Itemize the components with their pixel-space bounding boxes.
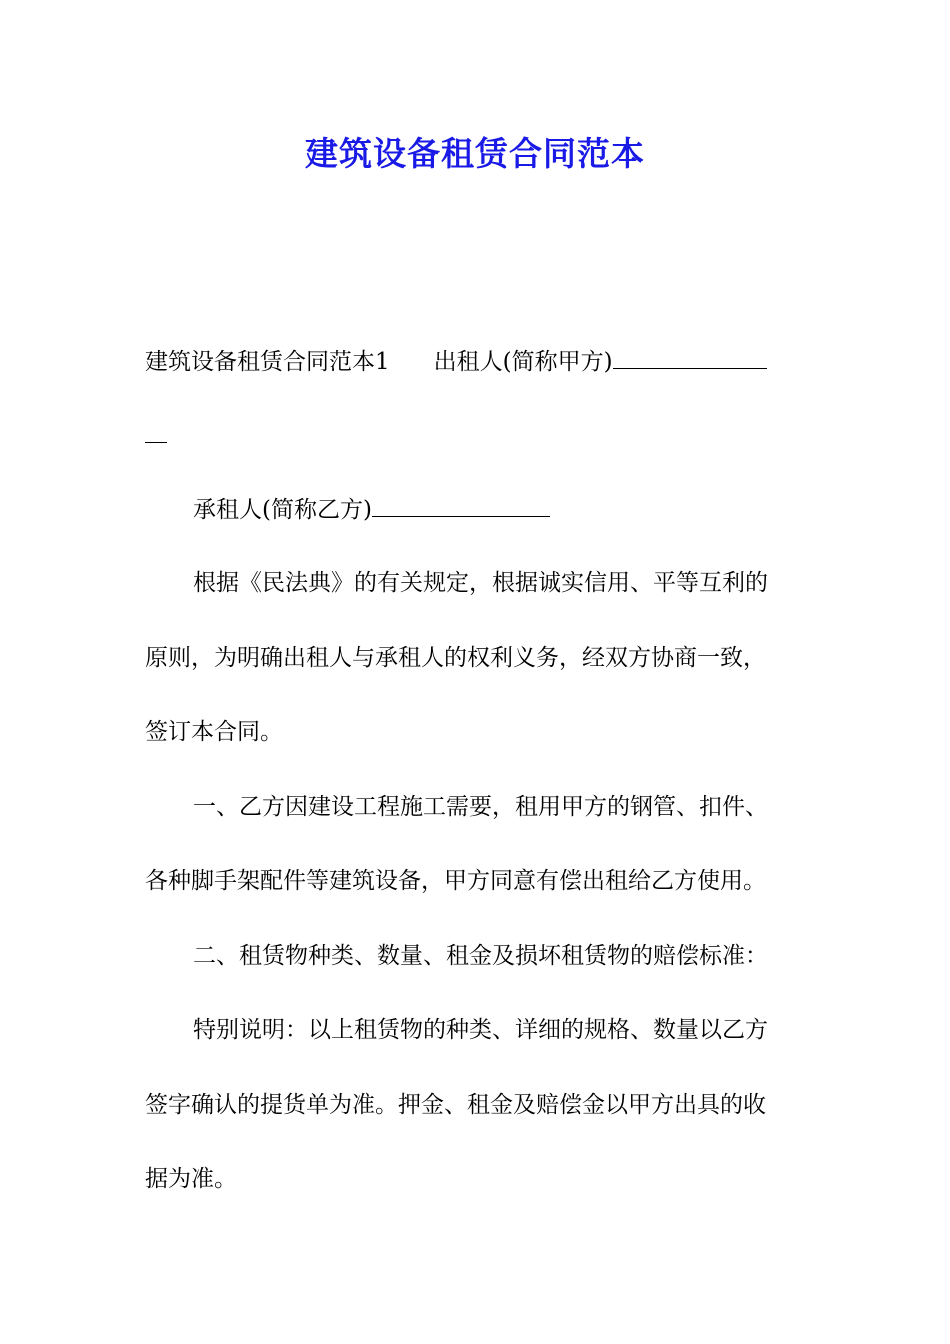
clause-1-line-2: 各种脚手架配件等建筑设备，甲方同意有偿出租给乙方使用。	[145, 868, 766, 894]
note-line-1: 特别说明：以上租赁物的种类、详细的规格、数量以乙方	[193, 1017, 768, 1043]
clause-2: 二、租赁物种类、数量、租金及损坏租赁物的赔偿标准：	[193, 943, 768, 969]
basis-paragraph-line-1: 根据《民法典》的有关规定，根据诚实信用、平等互利的	[193, 570, 768, 596]
document-title: 建筑设备租赁合同范本	[305, 134, 645, 173]
clause-1-line-1: 一、乙方因建设工程施工需要，租用甲方的钢管、扣件、	[193, 794, 768, 820]
lessor-line	[145, 346, 815, 377]
basis-paragraph-line-2: 原则，为明确出租人与承租人的权利义务，经双方协商一致，	[145, 645, 766, 671]
lessee-blank	[372, 494, 550, 517]
lessee-line	[193, 494, 863, 525]
basis-paragraph-line-3: 签订本合同。	[145, 719, 283, 745]
lessor-label: 出租人(简称甲方)	[433, 349, 613, 375]
note-line-3: 据为准。	[145, 1166, 237, 1192]
lessee-label: 承租人(简称乙方)	[193, 497, 372, 523]
note-line-2: 签字确认的提货单为准。押金、租金及赔偿金以甲方出具的收	[145, 1092, 766, 1118]
lessor-blank-continued	[145, 420, 815, 451]
sample-heading: 建筑设备租赁合同范本1	[145, 349, 390, 375]
lessor-blank-tail	[145, 420, 167, 443]
lessor-blank	[613, 346, 767, 369]
